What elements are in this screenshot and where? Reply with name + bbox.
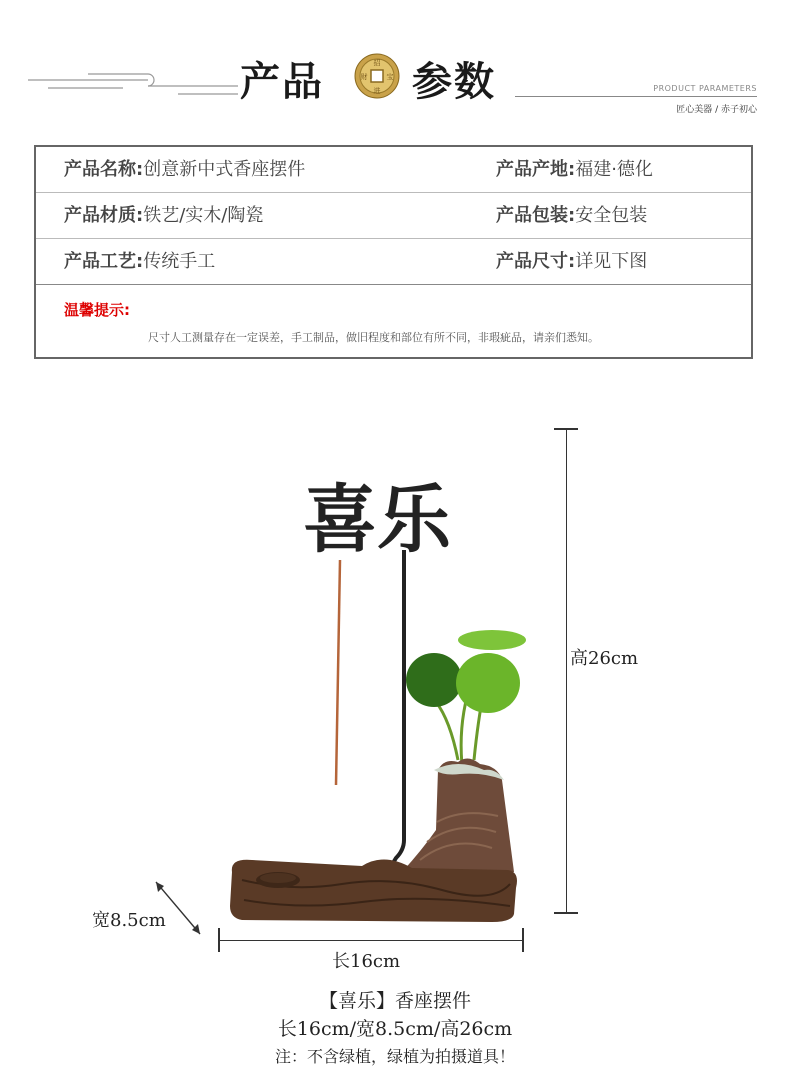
height-label: 高26cm <box>570 648 639 669</box>
param-craft: 产品工艺:传统手工 <box>64 251 216 272</box>
tip-text: 尺寸人工测量存在一定误差，手工制品，做旧程度和部位有所不同，非瑕疵品，请亲们悉知。 <box>148 331 599 344</box>
height-cap-top <box>554 428 578 430</box>
product-image <box>222 440 532 930</box>
header-divider <box>515 96 757 97</box>
svg-text:宝: 宝 <box>386 73 394 81</box>
product-note-caption: 注：不含绿植，绿植为拍摄道具！ <box>274 1047 515 1066</box>
svg-text:进: 进 <box>373 87 381 95</box>
parameters-table <box>34 145 753 359</box>
page-title-left: 产品 <box>240 58 324 105</box>
table-row <box>36 239 751 285</box>
svg-text:招: 招 <box>373 59 381 67</box>
svg-text:财: 财 <box>360 73 368 81</box>
tip-label: 温馨提示: <box>64 301 130 319</box>
param-name: 产品名称:创意新中式香座摆件 <box>64 159 306 180</box>
table-row <box>36 147 751 193</box>
page-header <box>0 0 790 130</box>
product-name-caption: 【喜乐】香座摆件 <box>318 990 471 1012</box>
coin-icon <box>354 53 400 99</box>
length-dimension-line <box>218 940 524 941</box>
subtitle-en: PRODUCT PARAMETERS <box>653 84 757 93</box>
height-cap-bottom <box>554 912 578 914</box>
height-dimension-line <box>566 430 567 914</box>
product-dims-caption: 长16cm/宽8.5cm/高26cm <box>277 1018 513 1040</box>
width-label: 宽8.5cm <box>92 910 166 931</box>
sign-calligraphy: 喜乐 <box>303 477 451 563</box>
param-origin: 产品产地:福建·德化 <box>496 159 653 180</box>
length-cap-right <box>522 928 524 952</box>
cloud-line-decoration <box>28 60 238 100</box>
table-row <box>36 193 751 239</box>
length-cap-left <box>218 928 220 952</box>
page-title-right: 参数 <box>412 58 496 105</box>
length-label: 长16cm <box>332 951 401 972</box>
param-size: 产品尺寸:详见下图 <box>496 251 648 272</box>
param-packaging: 产品包装:安全包装 <box>496 205 648 226</box>
tagline: 匠心美器 / 赤子初心 <box>676 105 757 115</box>
param-material: 产品材质:铁艺/实木/陶瓷 <box>64 205 264 226</box>
